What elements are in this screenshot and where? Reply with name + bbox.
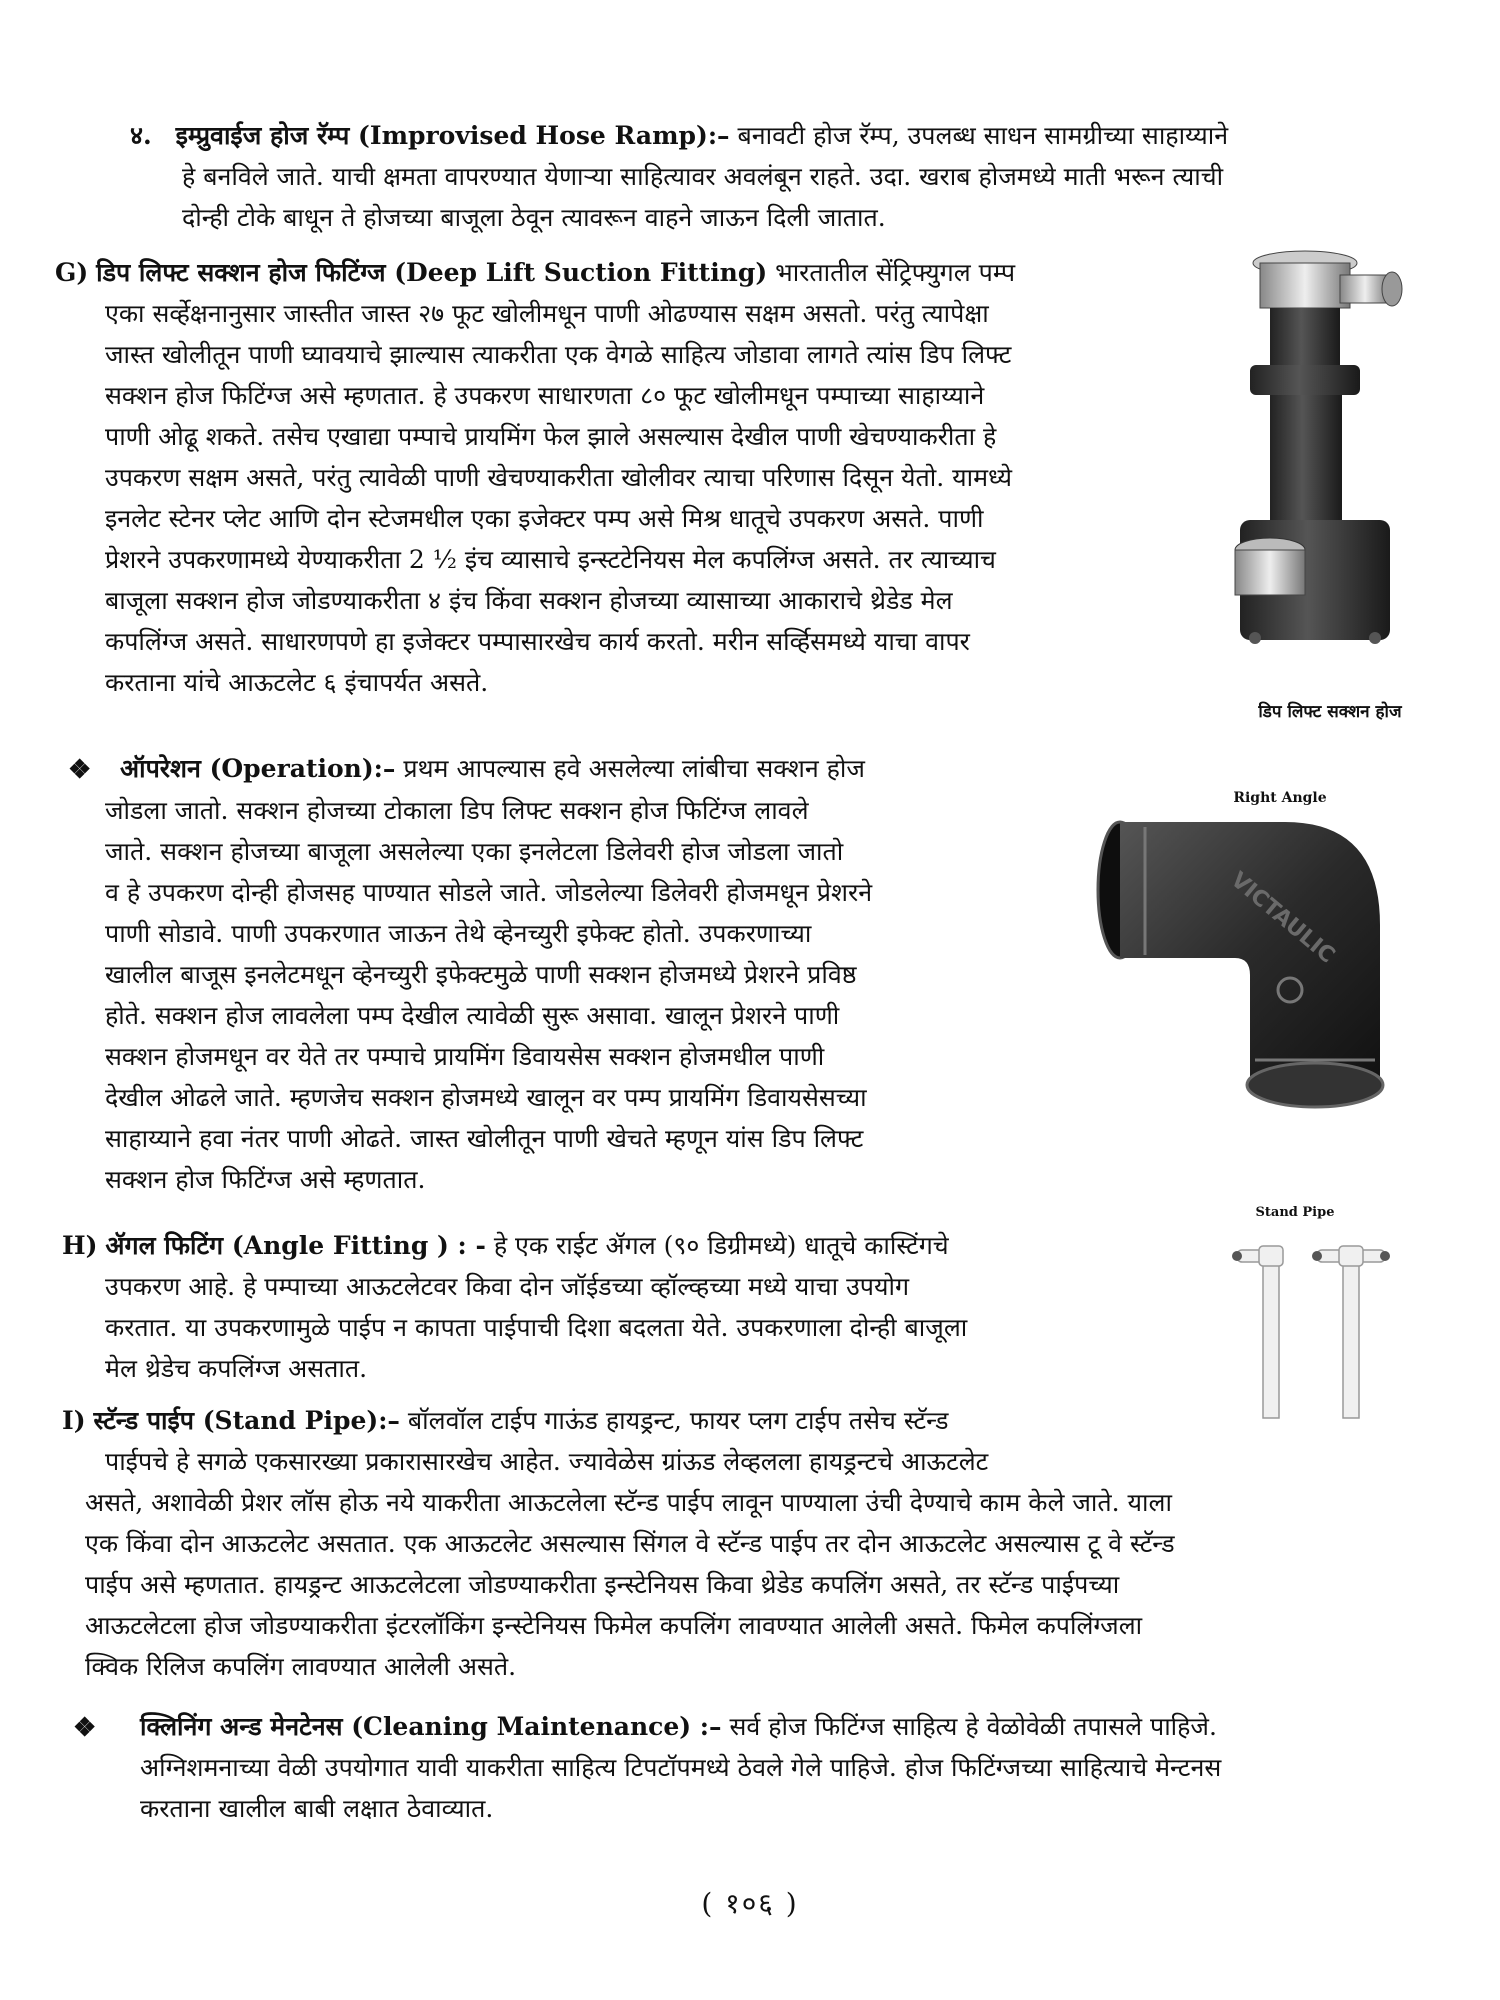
section-g-line: प्रेशरने उपकरणामध्ये येण्याकरीता 2 ½ इंच व्यासाचे इन्स्टटेनियस मेल कपलिंग्ज असते. तर त्याच्याच: [105, 545, 996, 574]
section-4-number: ४.: [130, 121, 152, 150]
section-i-line: पाईपचे हे सगळे एकसारख्या प्रकारासारखेच आहेत. ज्यावेळेस ग्रांऊड लेव्हलला हायड्रन्टचे आऊटलेट: [105, 1447, 989, 1476]
section-h-line: हे एक राईट ॲगल (९० डिग्रीमध्ये) धातूचे कास्टिंगचे: [493, 1231, 949, 1260]
section-i-label: I): [62, 1406, 86, 1435]
operation-line: होते. सक्शन होज लावलेला पम्प देखील त्यावेळी सुरू असावा. खालून प्रेशरने पाणी: [105, 1001, 840, 1030]
section-g-line: पाणी ओढू शकते. तसेच एखाद्या पम्पाचे प्रायमिंग फेल झाले असल्यास देखील पाणी खेचण्याकरीता हे: [105, 422, 997, 451]
section-g-heading-line: [55, 252, 1275, 293]
cleaning-body: [140, 1747, 1450, 1829]
section-i-heading-line: [62, 1400, 1212, 1441]
operation-line: पाणी सोडावे. पाणी उपकरणात जाऊन तेथे व्हेनच्युरी इफेक्ट होतो. उपकरणाच्या: [105, 919, 812, 948]
section-g-line: सक्शन होज फिटिंग्ज असे म्हणतात. हे उपकरण साधारणता ८० फूट खोलीमधून पम्पाच्या साहाय्याने: [105, 381, 985, 410]
cleaning-bullet: ❖: [73, 1713, 97, 1743]
cleaning-line: सर्व होज फिटिंग्ज साहित्य हे वेळोवेळी तपासले पाहिजे.: [729, 1712, 1217, 1741]
section-g-line: इनलेट स्टेनर प्लेट आणि दोन स्टेजमधील एका इजेक्टर पम्प असे मिश्र धातूचे उपकरण असते. पाणी: [105, 504, 984, 533]
section-h-line: मेल थ्रेडेच कपलिंग्ज असतात.: [105, 1354, 368, 1383]
cleaning-heading-line: [140, 1706, 1450, 1747]
section-g-line: एका सर्व्हेक्षनानुसार जास्तीत जास्त २७ फूट खोलीमधून पाणी ओढण्यास सक्षम असतो. परंतु त्यापेक्षा: [105, 299, 989, 328]
operation-bullet: ❖: [68, 755, 92, 785]
operation-heading-line: [120, 748, 1040, 789]
section-g-line: भारतातील सेंट्रिफ्युगल पम्प: [775, 258, 1016, 287]
operation-line: साहाय्याने हवा नंतर पाणी ओढते. जास्त खोलीतून पाणी खेचते म्हणून यांस डिप लिफ्ट: [105, 1124, 864, 1153]
operation-line: सक्शन होजमधून वर येते तर पम्पाचे प्रायमिंग डिवायसेस सक्शन होजमधील पाणी: [105, 1042, 825, 1071]
elbow-casting-marking: VICTAULIC: [1225, 867, 1340, 969]
section-g-line: बाजूला सक्शन होज जोडण्याकरीता ४ इंच किंवा सक्शन होजच्या व्यासाच्या आकाराचे थ्रेडेड मेल: [105, 586, 953, 615]
right-angle-caption: Right Angle: [1233, 790, 1327, 806]
right-angle-elbow-image: [1075, 815, 1405, 1155]
section-i-line: क्विक रिलिज कपलिंग लावण्यात आलेली असते.: [85, 1652, 517, 1681]
section-4-line: हे बनविले जाते. याची क्षमता वापरण्यात येणाऱ्या साहित्यावर अवलंबून राहते. उदा. खराब होजमध्ये माती भरून त्याची: [182, 162, 1224, 191]
section-i-line: असते, अशावेळी प्रेशर लॉस होऊ नये याकरीता आऊटलेला स्टॅन्ड पाईप लावून पाण्याला उंची देण्याचे काम केले जाते. याला: [85, 1488, 1172, 1517]
section-i-line: पाईप असे म्हणतात. हायड्रन्ट आऊटलेटला जोडण्याकरीता इन्स्टेनियस किवा थ्रेडेड कपलिंग असते, तर स्टॅन्ड पाईपच्या: [85, 1570, 1120, 1599]
section-h-line: करतात. या उपकरणामुळे पाईप न कापता पाईपाची दिशा बदलता येते. उपकरणाला दोन्ही बाजूला: [105, 1313, 968, 1342]
stand-pipe-caption: Stand Pipe: [1255, 1205, 1335, 1220]
section-h-line: उपकरण आहे. हे पम्पाच्या आऊटलेटवर किवा दोन जॉईडच्या व्हॉल्व्हच्या मध्ये याचा उपयोग: [105, 1272, 910, 1301]
section-g-line: करताना यांचे आऊटलेट ६ इंचापर्यत असते.: [105, 668, 489, 697]
section-g-line: कपलिंग्ज असते. साधारणपणे हा इजेक्टर पम्पासारखेच कार्य करतो. मरीन सर्व्हिसमध्ये याचा वापर: [105, 627, 970, 656]
section-g-body: [105, 293, 1265, 703]
section-4-body: [182, 156, 1450, 238]
section-h-body: [105, 1266, 1185, 1389]
section-h-title: ॲगल फिटिंग (Angle Fitting ) : -: [105, 1231, 486, 1260]
operation-line: जाते. सक्शन होजच्या बाजूला असलेल्या एका इनलेटला डिलेवरी होज जोडला जातो: [105, 837, 844, 866]
operation-line: सक्शन होज फिटिंग्ज असे म्हणतात.: [105, 1165, 426, 1194]
deep-lift-suction-image: [1230, 245, 1450, 675]
operation-line: व हे उपकरण दोन्ही होजसह पाण्यात सोडले जाते. जोडलेल्या डिलेवरी होजमधून प्रेशरने: [105, 878, 873, 907]
operation-line: जोडला जातो. सक्शन होजच्या टोकाला डिप लिफ्ट सक्शन होज फिटिंग्ज लावले: [105, 796, 809, 825]
deep-lift-suction-caption: डिप लिफ्ट सक्शन होज: [1258, 702, 1402, 722]
page-number: ( १०६ ): [701, 1887, 799, 1920]
section-g-title: डिप लिफ्ट सक्शन होज फिटिंग्ज (Deep Lift Suction Fitting): [96, 258, 768, 287]
section-h-label: H): [62, 1231, 98, 1260]
operation-line: खालील बाजूस इनलेटमधून व्हेनच्युरी इफेक्टमुळे पाणी सक्शन होजमध्ये प्रेशरने प्रविष्ठ: [105, 960, 857, 989]
section-h-heading-line: [62, 1225, 1182, 1266]
section-i-body: [85, 1441, 1450, 1687]
section-i-line: बॉलवॉल टाईप गाऊंड हायड्रन्ट, फायर प्लग टाईप तसेच स्टॅन्ड: [407, 1406, 949, 1435]
section-g-label: G): [55, 258, 89, 287]
section-g-line: उपकरण सक्षम असते, परंतु त्यावेळी पाणी खेचण्याकरीता खोलीवर त्याचा परिणास दिसून येतो. यामध्ये: [105, 463, 1012, 492]
operation-body: [105, 790, 1035, 1200]
section-4-line: दोन्ही टोके बाधून ते होजच्या बाजूला ठेवून त्यावरून वाहने जाऊन दिली जातात.: [182, 203, 886, 232]
cleaning-line: करताना खालील बाबी लक्षात ठेवाव्यात.: [140, 1794, 494, 1823]
cleaning-title: क्लिनिंग अन्ड मेनटेनस (Cleaning Maintenance) :–: [140, 1712, 722, 1741]
stand-pipe-image: [1225, 1228, 1405, 1428]
cleaning-line: अग्निशमनाच्या वेळी उपयोगात यावी याकरीता साहित्य टिपटॉपमध्ये ठेवले गेले पाहिजे. होज फिटिंग्जच्या साहित्याचे मेन्टनस: [140, 1753, 1222, 1782]
operation-line: प्रथम आपल्यास हवे असलेल्या लांबीचा सक्शन होज: [403, 754, 865, 783]
operation-title: ऑपरेशन (Operation):–: [120, 754, 396, 783]
section-4-line: बनावटी होज रॅम्प, उपलब्ध साधन सामग्रीच्या साहाय्याने: [737, 121, 1229, 150]
section-4-title: इम्प्रुवाईज होज रॅम्प (Improvised Hose Ramp):–: [175, 121, 730, 150]
section-g-line: जास्त खोलीतून पाणी घ्यावयाचे झाल्यास त्याकरीता एक वेगळे साहित्य जोडावा लागते त्यांस डिप लिफ्ट: [105, 340, 1012, 369]
section-i-title: स्टॅन्ड पाईप (Stand Pipe):–: [93, 1406, 400, 1435]
operation-line: देखील ओढले जाते. म्हणजेच सक्शन होजमध्ये खालून वर पम्प प्रायमिंग डिवायसेसच्या: [105, 1083, 867, 1112]
section-i-line: आऊटलेटला होज जोडण्याकरीता इंटरलॉकिंग इन्स्टेनियस फिमेल कपलिंग लावण्यात आलेली असते. फिमेल कपलिंग्जला: [85, 1611, 1143, 1640]
section-i-line: एक किंवा दोन आऊटलेट असतात. एक आऊटलेट असल्यास सिंगल वे स्टॅन्ड पाईप तर दोन आऊटलेट असल्यास टू वे स्टॅन्ड: [85, 1529, 1175, 1558]
section-4: [130, 115, 1450, 156]
